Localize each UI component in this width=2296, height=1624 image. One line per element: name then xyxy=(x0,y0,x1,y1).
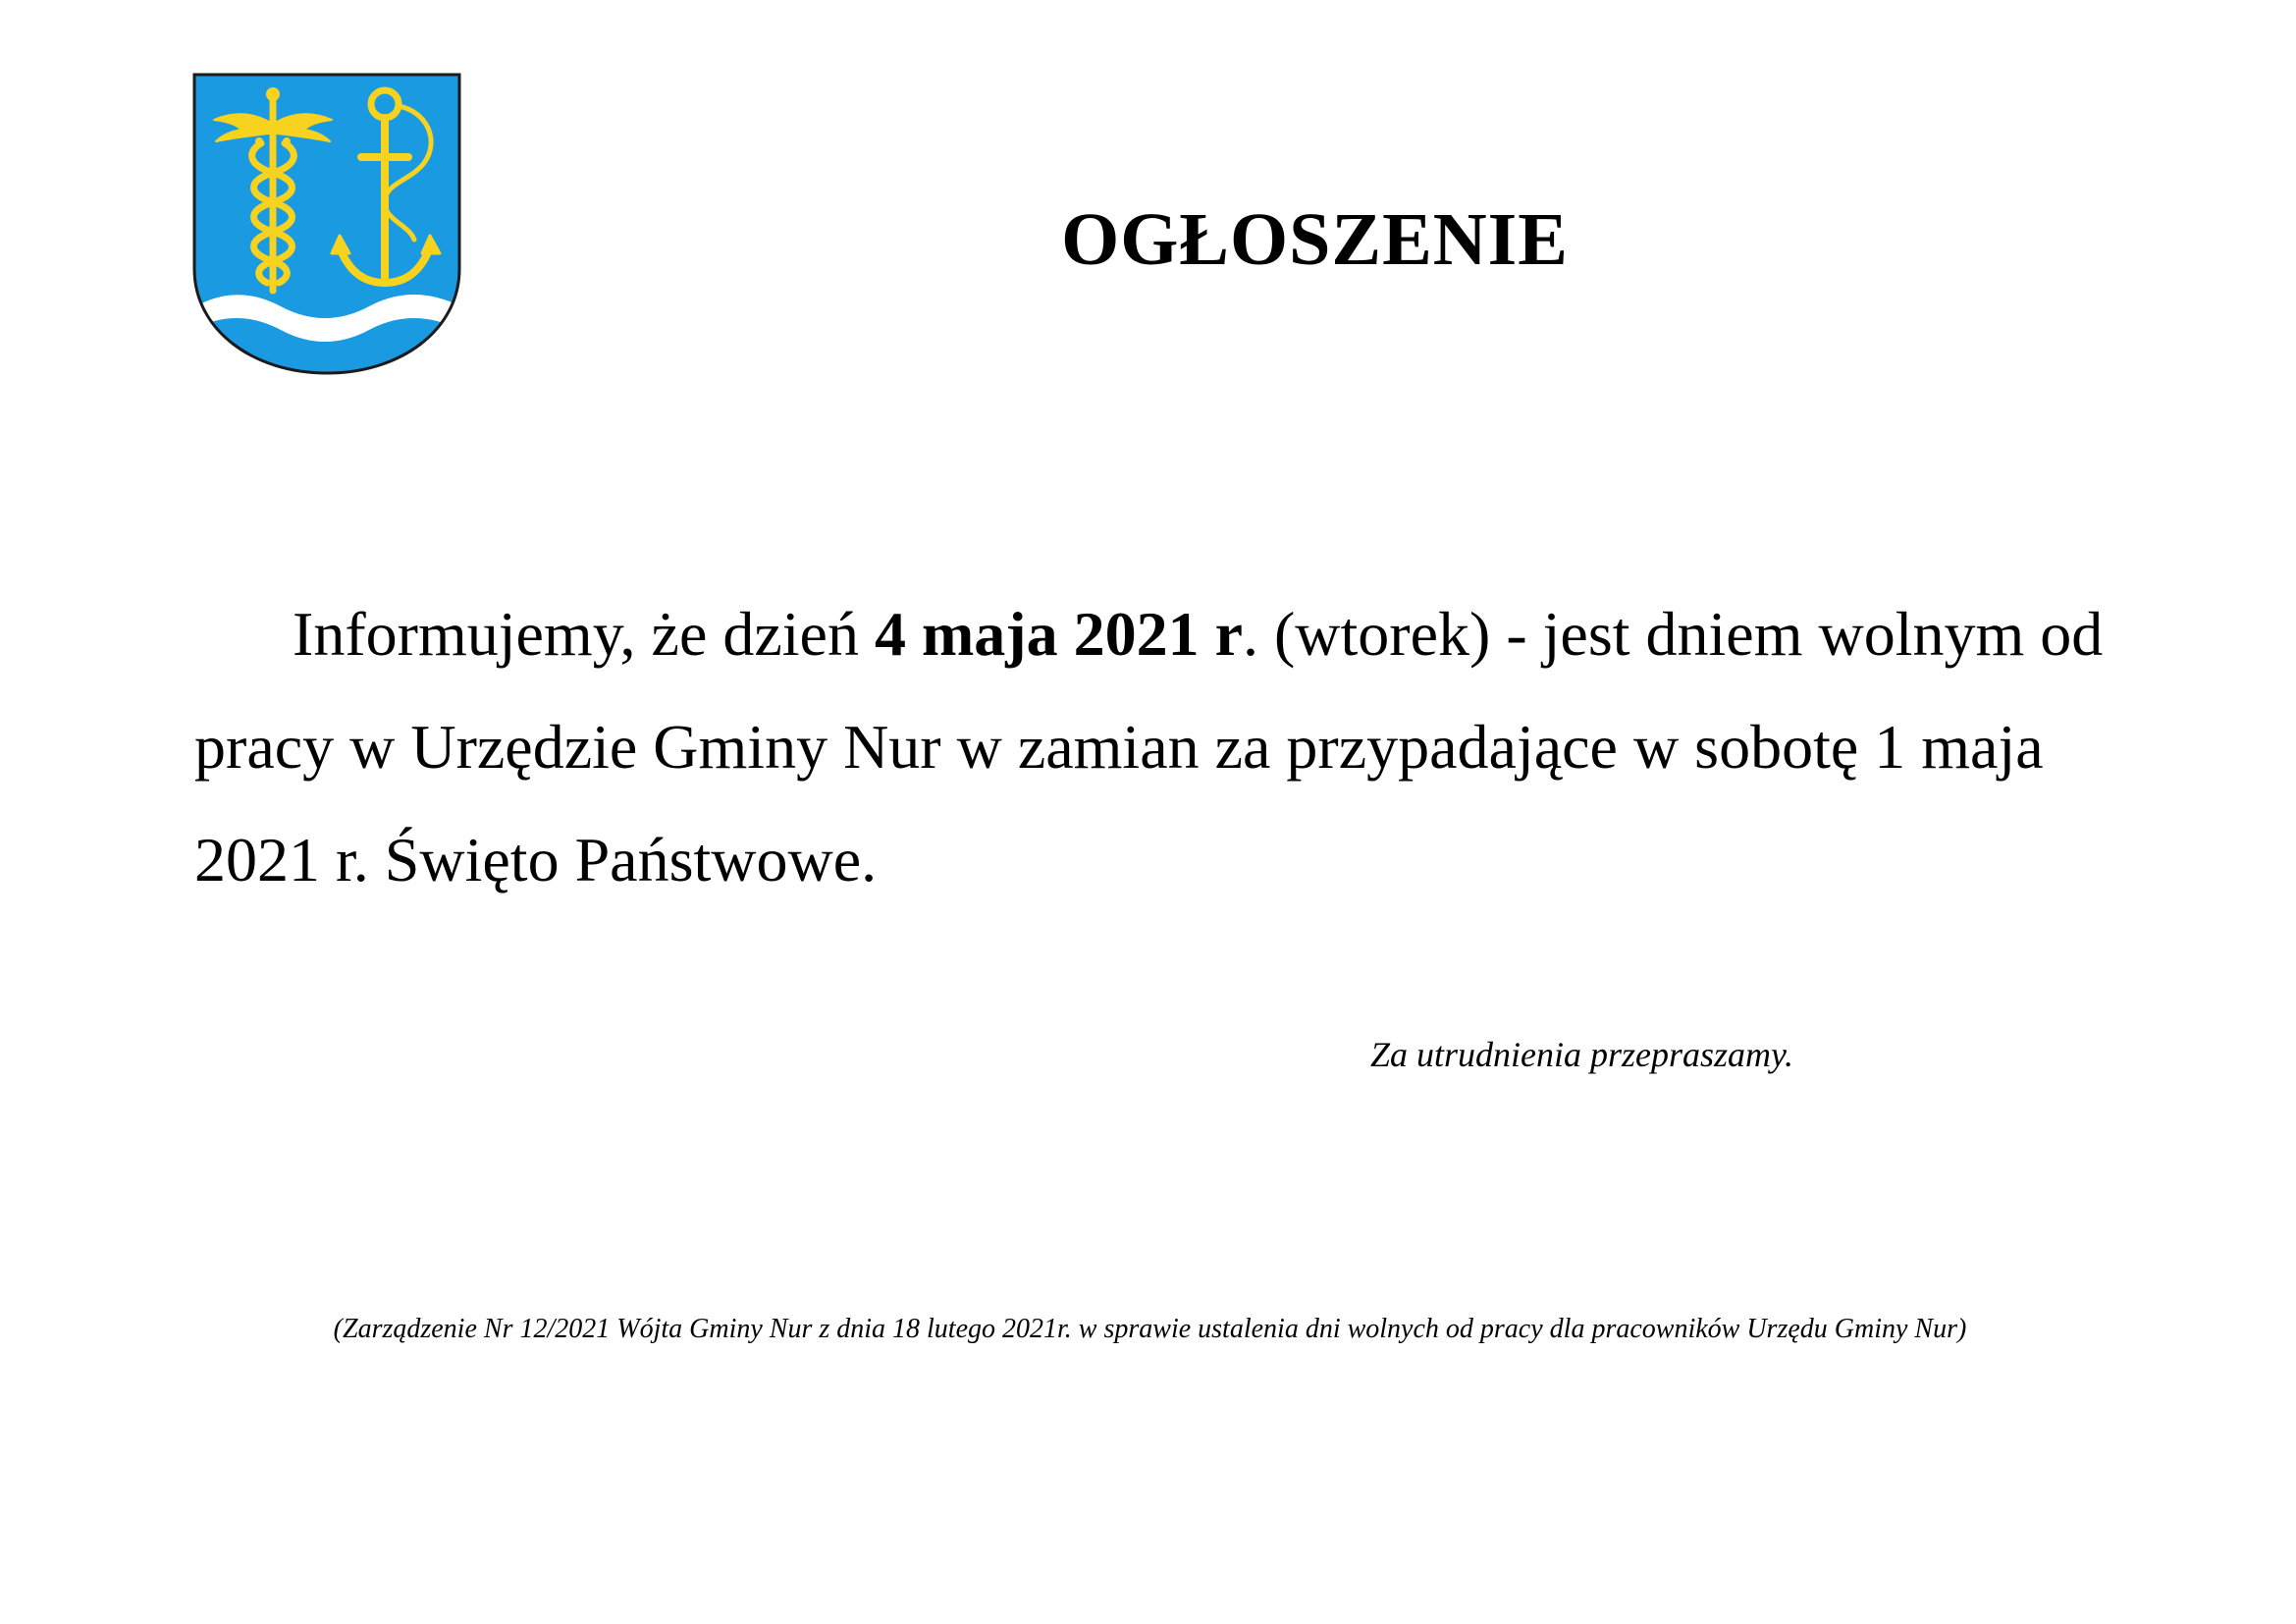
body-text-part2: . (wtorek) - jest dniem wolnym od pracy w Urzędzie Gminy Nur w zamian za przypadające w sobotę 1 maja 2021 r. Święto Państwowe. xyxy=(194,599,2104,894)
highlighted-date: 4 maja 2021 r xyxy=(874,599,1243,669)
legal-reference: (Zarządzenie Nr 12/2021 Wójta Gminy Nur z dnia 18 lutego 2021r. w sprawie ustalenia dni wolnych od pracy dla pracowników Urzędu Gminy Nur) xyxy=(333,1314,1967,1344)
announcement-body xyxy=(194,577,2118,916)
closing-apology: Za utrudnienia przepraszamy. xyxy=(1370,1035,1794,1074)
announcement-paragraph xyxy=(194,577,2118,916)
body-text-part1: Informujemy, że dzień xyxy=(293,599,875,669)
document-title: OGŁOSZENIE xyxy=(1061,198,1569,281)
